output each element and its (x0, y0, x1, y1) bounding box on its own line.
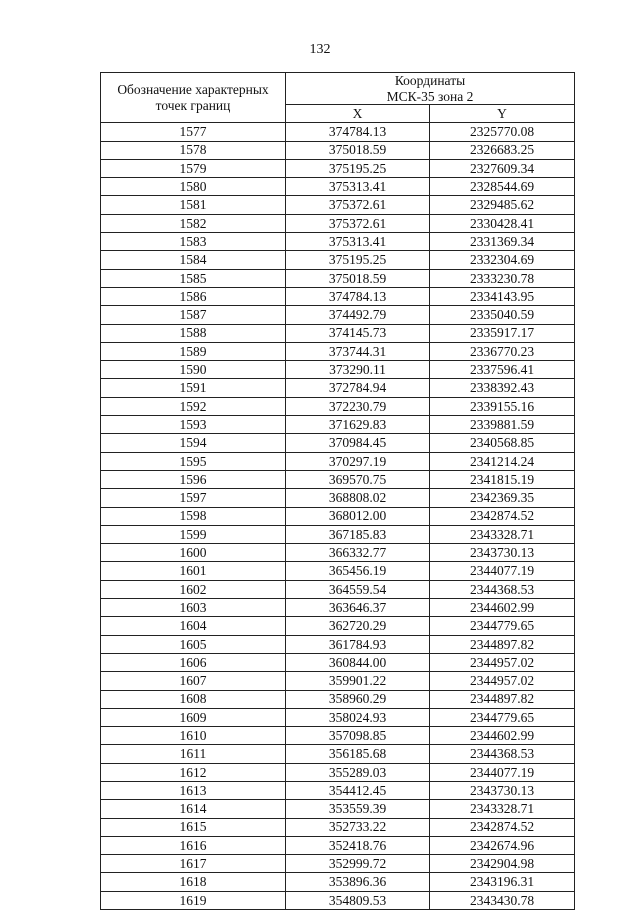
y-coordinate-cell: 2341214.24 (430, 452, 575, 470)
x-coordinate-cell: 365456.19 (286, 562, 430, 580)
x-coordinate-cell: 374145.73 (286, 324, 430, 342)
table-row (101, 123, 575, 141)
point-id-cell: 1596 (101, 470, 286, 488)
x-coordinate-cell: 368012.00 (286, 507, 430, 525)
y-coordinate-cell: 2338392.43 (430, 379, 575, 397)
point-id-cell: 1586 (101, 287, 286, 305)
point-id-cell: 1595 (101, 452, 286, 470)
x-coordinate-cell: 356185.68 (286, 745, 430, 763)
y-coordinate-cell: 2344779.65 (430, 617, 575, 635)
table-row (101, 544, 575, 562)
x-coordinate-cell: 358960.29 (286, 690, 430, 708)
y-coordinate-cell: 2335040.59 (430, 306, 575, 324)
y-coordinate-cell: 2343328.71 (430, 800, 575, 818)
table-row (101, 818, 575, 836)
y-coordinate-cell: 2344957.02 (430, 672, 575, 690)
y-coordinate-cell: 2340568.85 (430, 434, 575, 452)
y-coordinate-cell: 2341815.19 (430, 470, 575, 488)
point-id-cell: 1600 (101, 544, 286, 562)
y-coordinate-cell: 2344602.99 (430, 599, 575, 617)
x-coordinate-cell: 374492.79 (286, 306, 430, 324)
x-coordinate-cell: 358024.93 (286, 708, 430, 726)
table-row (101, 727, 575, 745)
table-row (101, 763, 575, 781)
point-id-cell: 1580 (101, 178, 286, 196)
point-id-cell: 1591 (101, 379, 286, 397)
x-coordinate-cell: 352733.22 (286, 818, 430, 836)
page-number: 132 (309, 42, 331, 57)
x-coordinate-cell: 364559.54 (286, 580, 430, 598)
x-coordinate-cell: 375018.59 (286, 141, 430, 159)
table-row (101, 873, 575, 891)
table-body (101, 123, 575, 910)
table-row (101, 562, 575, 580)
point-id-cell: 1607 (101, 672, 286, 690)
y-coordinate-cell: 2330428.41 (430, 214, 575, 232)
y-coordinate-cell: 2342874.52 (430, 818, 575, 836)
table-row (101, 800, 575, 818)
table-row (101, 159, 575, 177)
table-row (101, 324, 575, 342)
table-row (101, 489, 575, 507)
table-row (101, 214, 575, 232)
table-row (101, 397, 575, 415)
point-id-cell: 1594 (101, 434, 286, 452)
coordinates-table (100, 72, 575, 910)
y-coordinate-cell: 2344368.53 (430, 580, 575, 598)
point-id-cell: 1616 (101, 836, 286, 854)
x-coordinate-cell: 368808.02 (286, 489, 430, 507)
table-row (101, 287, 575, 305)
table-row (101, 708, 575, 726)
x-coordinate-cell: 375195.25 (286, 251, 430, 269)
x-coordinate-cell: 373744.31 (286, 342, 430, 360)
point-id-cell: 1606 (101, 653, 286, 671)
y-coordinate-cell: 2339881.59 (430, 416, 575, 434)
y-coordinate-cell: 2343430.78 (430, 891, 575, 909)
point-id-cell: 1593 (101, 416, 286, 434)
point-id-cell: 1587 (101, 306, 286, 324)
x-coordinate-cell: 372784.94 (286, 379, 430, 397)
point-id-cell: 1612 (101, 763, 286, 781)
table-row (101, 416, 575, 434)
point-id-cell: 1610 (101, 727, 286, 745)
y-coordinate-cell: 2327609.34 (430, 159, 575, 177)
x-coordinate-cell: 375313.41 (286, 178, 430, 196)
x-coordinate-cell: 353896.36 (286, 873, 430, 891)
point-id-cell: 1577 (101, 123, 286, 141)
x-coordinate-cell: 375313.41 (286, 233, 430, 251)
point-id-cell: 1585 (101, 269, 286, 287)
y-coordinate-cell: 2325770.08 (430, 123, 575, 141)
x-coordinate-cell: 357098.85 (286, 727, 430, 745)
table-row (101, 635, 575, 653)
table-row (101, 525, 575, 543)
y-coordinate-cell: 2335917.17 (430, 324, 575, 342)
table-row (101, 617, 575, 635)
x-coordinate-cell: 375372.61 (286, 214, 430, 232)
header-coordinates (286, 73, 575, 105)
point-id-cell: 1605 (101, 635, 286, 653)
point-id-cell: 1601 (101, 562, 286, 580)
header-coordinate-system: МСК-35 зона 2 (386, 88, 474, 104)
x-coordinate-cell: 359901.22 (286, 672, 430, 690)
y-coordinate-cell: 2328544.69 (430, 178, 575, 196)
table-row (101, 178, 575, 196)
x-coordinate-cell: 352999.72 (286, 855, 430, 873)
x-coordinate-cell: 369570.75 (286, 470, 430, 488)
table-row (101, 690, 575, 708)
y-coordinate-cell: 2329485.62 (430, 196, 575, 214)
point-id-cell: 1578 (101, 141, 286, 159)
table-row (101, 672, 575, 690)
table-row (101, 653, 575, 671)
y-coordinate-cell: 2343730.13 (430, 781, 575, 799)
y-coordinate-cell: 2343196.31 (430, 873, 575, 891)
header-y: Y (430, 105, 575, 123)
y-coordinate-cell: 2344897.82 (430, 690, 575, 708)
point-id-cell: 1603 (101, 599, 286, 617)
x-coordinate-cell: 375195.25 (286, 159, 430, 177)
y-coordinate-cell: 2332304.69 (430, 251, 575, 269)
y-coordinate-cell: 2343328.71 (430, 525, 575, 543)
point-id-cell: 1614 (101, 800, 286, 818)
point-id-cell: 1618 (101, 873, 286, 891)
point-id-cell: 1583 (101, 233, 286, 251)
point-id-cell: 1584 (101, 251, 286, 269)
x-coordinate-cell: 367185.83 (286, 525, 430, 543)
table-row (101, 141, 575, 159)
x-coordinate-cell: 370297.19 (286, 452, 430, 470)
y-coordinate-cell: 2344368.53 (430, 745, 575, 763)
y-coordinate-cell: 2344077.19 (430, 763, 575, 781)
x-coordinate-cell: 363646.37 (286, 599, 430, 617)
y-coordinate-cell: 2337596.41 (430, 361, 575, 379)
y-coordinate-cell: 2333230.78 (430, 269, 575, 287)
point-id-cell: 1613 (101, 781, 286, 799)
table-row (101, 781, 575, 799)
x-coordinate-cell: 374784.13 (286, 287, 430, 305)
table-row (101, 507, 575, 525)
x-coordinate-cell: 373290.11 (286, 361, 430, 379)
y-coordinate-cell: 2343730.13 (430, 544, 575, 562)
y-coordinate-cell: 2336770.23 (430, 342, 575, 360)
table-row (101, 196, 575, 214)
x-coordinate-cell: 375018.59 (286, 269, 430, 287)
point-id-cell: 1617 (101, 855, 286, 873)
x-coordinate-cell: 352418.76 (286, 836, 430, 854)
point-id-cell: 1589 (101, 342, 286, 360)
point-id-cell: 1608 (101, 690, 286, 708)
table-row (101, 269, 575, 287)
y-coordinate-cell: 2344602.99 (430, 727, 575, 745)
point-id-cell: 1619 (101, 891, 286, 909)
x-coordinate-cell: 360844.00 (286, 653, 430, 671)
header-x: X (286, 105, 430, 123)
x-coordinate-cell: 361784.93 (286, 635, 430, 653)
x-coordinate-cell: 371629.83 (286, 416, 430, 434)
x-coordinate-cell: 366332.77 (286, 544, 430, 562)
point-id-cell: 1597 (101, 489, 286, 507)
table-row (101, 891, 575, 909)
x-coordinate-cell: 374784.13 (286, 123, 430, 141)
table-row (101, 306, 575, 324)
y-coordinate-cell: 2326683.25 (430, 141, 575, 159)
y-coordinate-cell: 2331369.34 (430, 233, 575, 251)
y-coordinate-cell: 2342904.98 (430, 855, 575, 873)
table-row (101, 855, 575, 873)
table-row (101, 580, 575, 598)
table-row (101, 251, 575, 269)
point-id-cell: 1615 (101, 818, 286, 836)
point-id-cell: 1609 (101, 708, 286, 726)
point-id-cell: 1592 (101, 397, 286, 415)
y-coordinate-cell: 2342369.35 (430, 489, 575, 507)
point-id-cell: 1590 (101, 361, 286, 379)
table-row (101, 470, 575, 488)
y-coordinate-cell: 2344077.19 (430, 562, 575, 580)
point-id-cell: 1581 (101, 196, 286, 214)
x-coordinate-cell: 353559.39 (286, 800, 430, 818)
x-coordinate-cell: 375372.61 (286, 196, 430, 214)
x-coordinate-cell: 362720.29 (286, 617, 430, 635)
y-coordinate-cell: 2344897.82 (430, 635, 575, 653)
point-id-cell: 1582 (101, 214, 286, 232)
x-coordinate-cell: 354412.45 (286, 781, 430, 799)
table-row (101, 836, 575, 854)
point-id-cell: 1604 (101, 617, 286, 635)
table-row (101, 434, 575, 452)
table-row (101, 599, 575, 617)
table-row (101, 745, 575, 763)
x-coordinate-cell: 354809.53 (286, 891, 430, 909)
y-coordinate-cell: 2334143.95 (430, 287, 575, 305)
y-coordinate-cell: 2342674.96 (430, 836, 575, 854)
header-coordinates-title: Координаты (394, 73, 466, 88)
point-id-cell: 1588 (101, 324, 286, 342)
x-coordinate-cell: 370984.45 (286, 434, 430, 452)
table-row (101, 379, 575, 397)
y-coordinate-cell: 2344957.02 (430, 653, 575, 671)
y-coordinate-cell: 2342874.52 (430, 507, 575, 525)
table-row (101, 233, 575, 251)
header-point-designation: Обозначение характерных точек границ (101, 73, 286, 123)
point-id-cell: 1599 (101, 525, 286, 543)
y-coordinate-cell: 2339155.16 (430, 397, 575, 415)
table-row (101, 361, 575, 379)
y-coordinate-cell: 2344779.65 (430, 708, 575, 726)
point-id-cell: 1602 (101, 580, 286, 598)
point-id-cell: 1579 (101, 159, 286, 177)
x-coordinate-cell: 372230.79 (286, 397, 430, 415)
point-id-cell: 1611 (101, 745, 286, 763)
table-row (101, 342, 575, 360)
x-coordinate-cell: 355289.03 (286, 763, 430, 781)
table-row (101, 452, 575, 470)
point-id-cell: 1598 (101, 507, 286, 525)
